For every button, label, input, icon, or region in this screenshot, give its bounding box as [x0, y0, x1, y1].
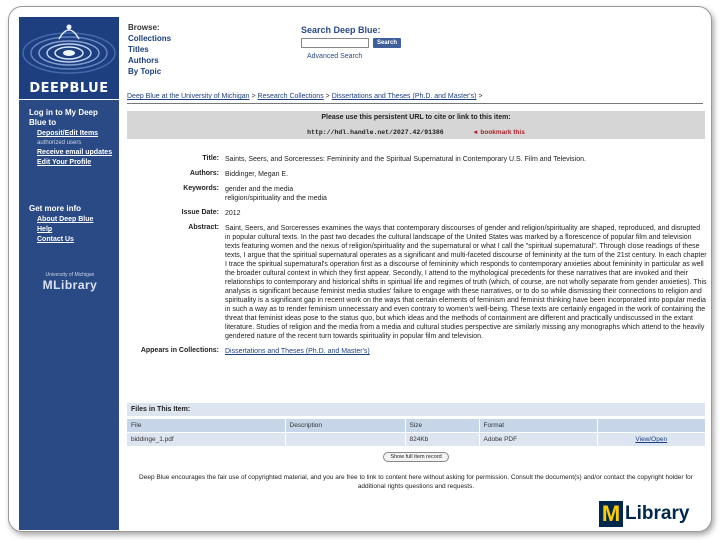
logo-wordmark: DEEPBLUE [29, 81, 109, 96]
authors-label: Authors: [189, 170, 219, 177]
appears-label: Appears in Collections: [140, 347, 219, 354]
files-heading: Files in This Item: [127, 403, 705, 416]
file-size: 824Kb [405, 433, 479, 447]
block-m-icon: M [599, 501, 623, 527]
file-description [285, 433, 405, 447]
col-view [597, 419, 705, 433]
slide-frame [8, 6, 712, 532]
more-info-section [29, 204, 115, 246]
show-full-record-button[interactable]: Show full item record [383, 452, 448, 462]
login-heading: Log in to My Deep Blue to [29, 108, 98, 127]
breadcrumb-sep: > [323, 93, 332, 100]
breadcrumb-sep: > [249, 93, 258, 100]
search-heading: Search Deep Blue: [301, 25, 381, 35]
more-info-heading: Get more info [29, 204, 82, 213]
breadcrumb [127, 93, 703, 104]
abstract-row [127, 224, 707, 341]
about-link[interactable]: About Deep Blue [37, 216, 94, 223]
title-label: Title: [202, 155, 219, 162]
appears-row [127, 347, 707, 356]
browse-authors-link[interactable]: Authors [128, 56, 159, 65]
breadcrumb-research[interactable]: Research Collections [257, 93, 324, 100]
help-link[interactable]: Help [37, 226, 53, 233]
login-section [29, 108, 115, 169]
col-file: File [127, 419, 285, 433]
browse-topic-link[interactable]: By Topic [128, 67, 162, 76]
search-button[interactable]: Search [373, 38, 401, 48]
mlibrary-wordmark: Library [625, 503, 690, 524]
um-logo-small: University of Michigan [45, 272, 95, 278]
bookmark-link[interactable]: ◄ bookmark this [472, 129, 525, 136]
persistent-url[interactable]: http://hdl.handle.net/2027.42/91386 [307, 129, 444, 136]
files-header-row [127, 419, 705, 433]
footer-text: Deep Blue encourages the fair use of copyrighted material, and you are free to link to content here without asking for permission. Consult the document(s) and/or contact the copyright holder for additional rights questions and requests. [139, 474, 693, 490]
edit-profile-link[interactable]: Edit Your Profile [37, 159, 92, 166]
appears-collection-link[interactable]: Dissertations and Theses (Ph.D. and Master's) [225, 348, 370, 355]
authorized-note: authorized users [37, 140, 82, 146]
title-row [127, 155, 707, 164]
mlibrary-logo [599, 501, 689, 527]
deepblue-logo[interactable] [19, 17, 119, 99]
view-open-link[interactable]: View/Open [597, 433, 705, 447]
abstract-value: Saint, Seers, and Sorceresses examines the ways that contemporary discourses of gender and religion/spirituality are shaped, reproduced, and disrupted in popular cultural texts. In the past two decades the cultural landscape of the United States was marked by a florescence of popular film and television texts featuring women and the nexus of religion/spirituality and the supernatural or what I call the "spiritual supernatural". Through close readings of these texts, I argue that the spiritual supernatural operates as a significant and multi-faceted discourse of femininity at the turn of the 21st century. In each chapter I trace the spiritual supernatural's operation first as a discourse of femininity which responds to contemporary anxieties about femininity in particular as well the broader cultural context in which they first appear. Secondly, I attend to the mythological precedents for these narratives that are invoked and their relationships to contemporary and historical shifts in spiritual life and regimes of truth (which, of course, are not wholly separate from gender anxieties). This analysis is significant because feminist media studies' failure to engage with these narratives, or to do so while dismissing their connections to religion and spirituality is a significant gap in recent work on the ways that certain elements of feminism and feminist thinking have been incorporated into popular media in such a way as to render feminism unnecessary and even contrary to women's well-being. These texts are certainly engaged in the work of containing the threat that feminist ideas pose to the status quo, but which ideas and the methods of containment are different and practically undiscussed in the extant literature. Studies of religion and the media from a media and cultural studies perspective are similarly missing any monographs which attend to the heavily gendered nature of the recent turn towards spirituality in popular film and television. [225, 225, 707, 340]
authors-row [127, 170, 707, 179]
files-table [127, 419, 705, 446]
col-description: Description [285, 419, 405, 433]
table-row [127, 433, 705, 447]
search-box [301, 25, 421, 60]
um-library-logo[interactable] [41, 272, 99, 292]
breadcrumb-sep: > [476, 93, 483, 100]
deposit-link[interactable]: Deposit/Edit Items [37, 130, 99, 137]
authors-value: Biddinger, Megan E. [225, 171, 289, 178]
browse-menu [128, 22, 171, 77]
issue-date-value: 2012 [225, 210, 241, 217]
um-logo-big: MLibrary [42, 278, 98, 292]
cite-heading: Please use this persistent URL to cite or link to this item: [321, 114, 511, 121]
issue-date-label: Issue Date: [181, 209, 219, 216]
deepblue-swirl-icon [19, 17, 119, 83]
files-section [127, 403, 705, 462]
item-metadata [127, 155, 707, 362]
browse-titles-link[interactable]: Titles [128, 45, 149, 54]
title-value: Saints, Seers, and Sorceresses: Femininity and the Spiritual Supernatural in Contemporary U.S. Film and Television. [225, 156, 586, 163]
search-input[interactable] [301, 38, 369, 48]
keyword-item: religion/spirituality and the media [225, 195, 327, 202]
issue-date-row [127, 209, 707, 218]
col-format: Format [479, 419, 597, 433]
receive-updates-link[interactable]: Receive email updates [37, 149, 113, 156]
breadcrumb-dissertations[interactable]: Dissertations and Theses (Ph.D. and Master's) [331, 93, 477, 100]
breadcrumb-home[interactable]: Deep Blue at the University of Michigan [127, 93, 250, 100]
col-size: Size [405, 419, 479, 433]
persistent-url-box [127, 111, 705, 139]
browse-heading: Browse: [128, 23, 160, 32]
contact-link[interactable]: Contact Us [37, 236, 74, 243]
browse-collections-link[interactable]: Collections [128, 34, 172, 43]
file-name: biddinge_1.pdf [127, 433, 285, 447]
sidebar [19, 100, 119, 530]
keywords-row [127, 185, 707, 203]
keywords-value [225, 185, 707, 203]
file-format: Adobe PDF [479, 433, 597, 447]
advanced-search-link[interactable]: Advanced Search [307, 53, 363, 60]
keyword-item: gender and the media [225, 186, 294, 193]
keywords-label: Keywords: [183, 185, 219, 192]
abstract-label: Abstract: [188, 224, 219, 231]
